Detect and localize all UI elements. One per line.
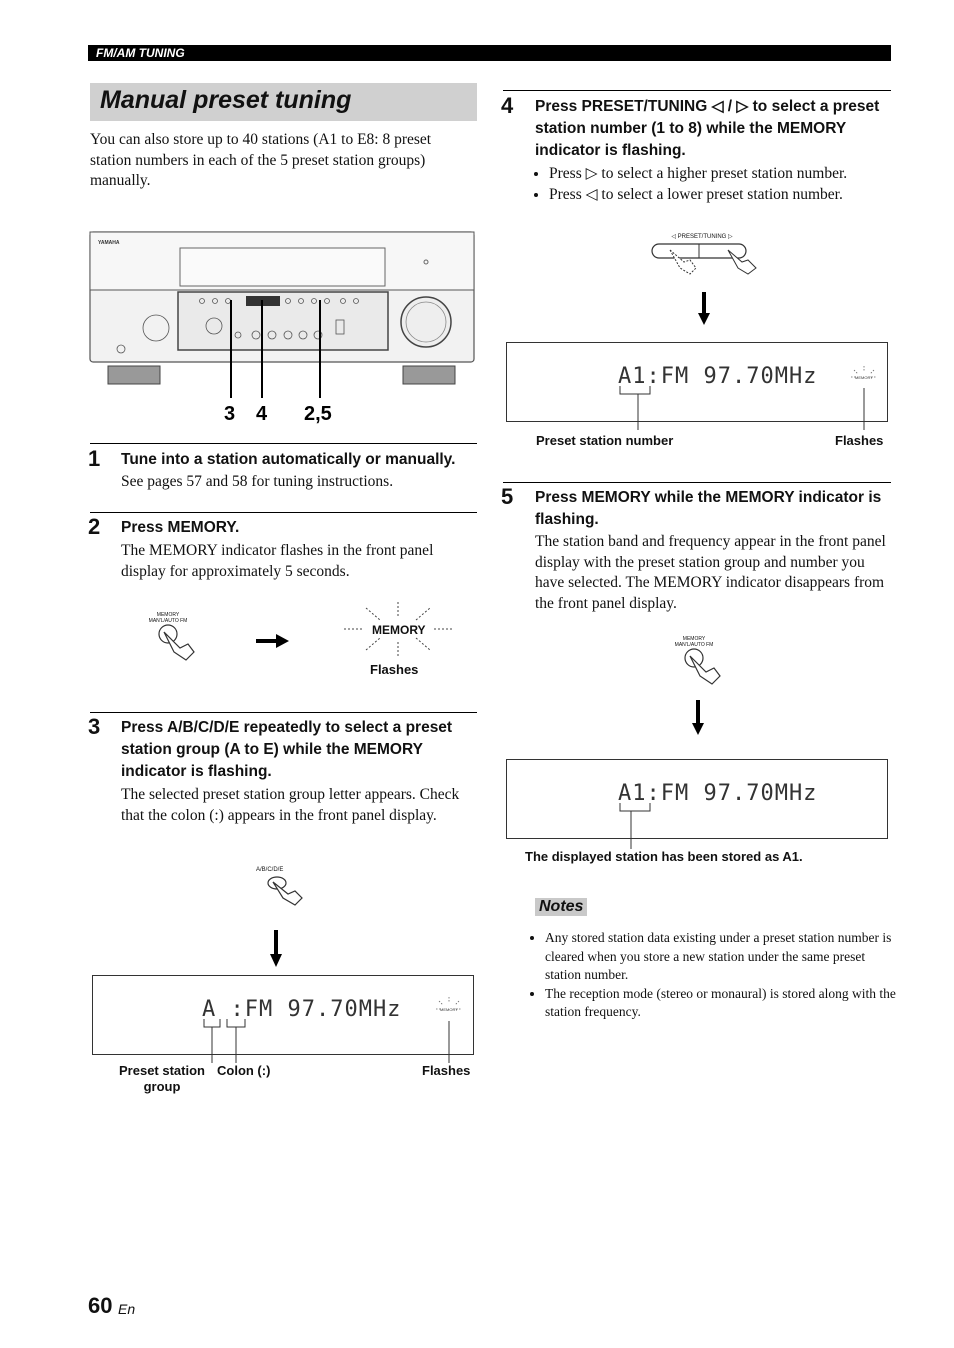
- step3-title: Press A/B/C/D/E repeatedly to select a preset station group (A to E) while the MEMORY indicator is flashing.: [121, 719, 453, 780]
- notes-heading: Notes: [535, 898, 587, 916]
- memory-indicator-small: MEMORY: [855, 375, 873, 380]
- abcde-button-label: A/B/C/D/E: [256, 867, 284, 873]
- display-step4-text: A1:FM 97.70MHz: [618, 364, 818, 389]
- section-header: FM/AM TUNING: [96, 46, 185, 60]
- arrow-down-icon: [697, 292, 711, 326]
- flashes-label-step2: Flashes: [370, 662, 419, 677]
- step2-number: 2: [88, 514, 101, 539]
- page-title: Manual preset tuning: [100, 86, 352, 114]
- display-step3-callouts: [92, 975, 477, 1065]
- step1-title: Tune into a station automatically or manually.: [121, 451, 456, 468]
- step4-bullet-lower: • Press ◁ to select a lower preset station number.: [549, 184, 899, 205]
- step3-body: The selected preset station group letter appears. Check that the colon (:) appears in the front panel display.: [121, 786, 460, 824]
- step3-rule: [90, 712, 477, 713]
- step2-body: The MEMORY indicator flashes in the front panel display for approximately 5 seconds.: [121, 542, 434, 580]
- arrow-right-icon: [256, 633, 290, 649]
- display-step5-text: A1:FM 97.70MHz: [618, 781, 818, 806]
- flashes-label-step3: Flashes: [422, 1063, 471, 1078]
- receiver-brand: YAMAHA: [98, 240, 120, 246]
- step4-bullet-higher: • Press ▷ to select a higher preset station number.: [549, 163, 899, 184]
- intro-text: You can also store up to 40 stations (A1 to E8: 8 preset station numbers in each of the 5 preset station groups) manually.: [90, 131, 432, 189]
- display-step4-callouts: [506, 342, 891, 432]
- step1-rule: [90, 443, 477, 444]
- step4-rule: [503, 90, 891, 91]
- step4-bullets: [535, 163, 899, 205]
- preset-station-group-label: Preset station group: [119, 1063, 205, 1094]
- step5-number: 5: [501, 484, 514, 509]
- page-number: 60: [88, 1293, 113, 1318]
- arrow-down-icon: [269, 930, 283, 968]
- stored-caption: The displayed station has been stored as A1.: [525, 849, 803, 864]
- memory-button-label: MEMORY MAN'L/AUTO FM: [674, 636, 714, 648]
- memory-indicator: MEMORY: [372, 623, 426, 637]
- arrow-down-icon: [691, 700, 705, 736]
- hand-press-icon: [682, 646, 724, 686]
- step5-body: The station band and frequency appear in the front panel display with the preset station group and number you have selected. The MEMORY indicator disappears from the front panel display.: [535, 533, 886, 612]
- preset-tuning-label: ◁ PRESET/TUNING ▷: [671, 234, 733, 240]
- memory-indicator-small: MEMORY: [440, 1007, 458, 1012]
- step5-title: Press MEMORY while the MEMORY indicator is flashing.: [535, 489, 882, 528]
- flashes-label-step4: Flashes: [835, 433, 884, 448]
- notes-list: [533, 929, 900, 1022]
- hand-press-icon: [156, 622, 198, 662]
- step1-body: See pages 57 and 58 for tuning instructions.: [121, 473, 394, 490]
- note-item: • The reception mode (stereo or monaural) is stored along with the station frequency.: [545, 985, 900, 1022]
- display-step3-text: A :FM 97.70MHz: [202, 997, 402, 1022]
- hand-press-icon: [264, 874, 306, 906]
- receiver-illustration: [88, 230, 478, 430]
- step4-title: Press PRESET/TUNING ◁ / ▷ to select a preset station number (1 to 8) while the MEMORY indicator is flashing.: [535, 98, 880, 159]
- callout-3: 3: [224, 403, 236, 425]
- step2-rule: [90, 512, 477, 513]
- step5-rule: [503, 482, 891, 483]
- step4-number: 4: [501, 93, 514, 118]
- callout-2-5: 2,5: [304, 403, 332, 425]
- step2-title: Press MEMORY.: [121, 519, 240, 536]
- colon-label: Colon (:): [217, 1063, 271, 1078]
- memory-button-label: MEMORY MAN'L/AUTO FM: [148, 612, 188, 624]
- note-item: • Any stored station data existing under a preset station number is cleared when you store a new station under the same preset station number.: [545, 929, 900, 985]
- section-header-bar: [88, 45, 891, 61]
- preset-station-number-label: Preset station number: [536, 433, 674, 448]
- page-language: En: [118, 1301, 136, 1317]
- step3-number: 3: [88, 714, 101, 739]
- callout-4: 4: [256, 403, 268, 425]
- step1-number: 1: [88, 446, 101, 471]
- display-step5-callouts: [506, 759, 891, 849]
- preset-tuning-buttons: [650, 242, 760, 276]
